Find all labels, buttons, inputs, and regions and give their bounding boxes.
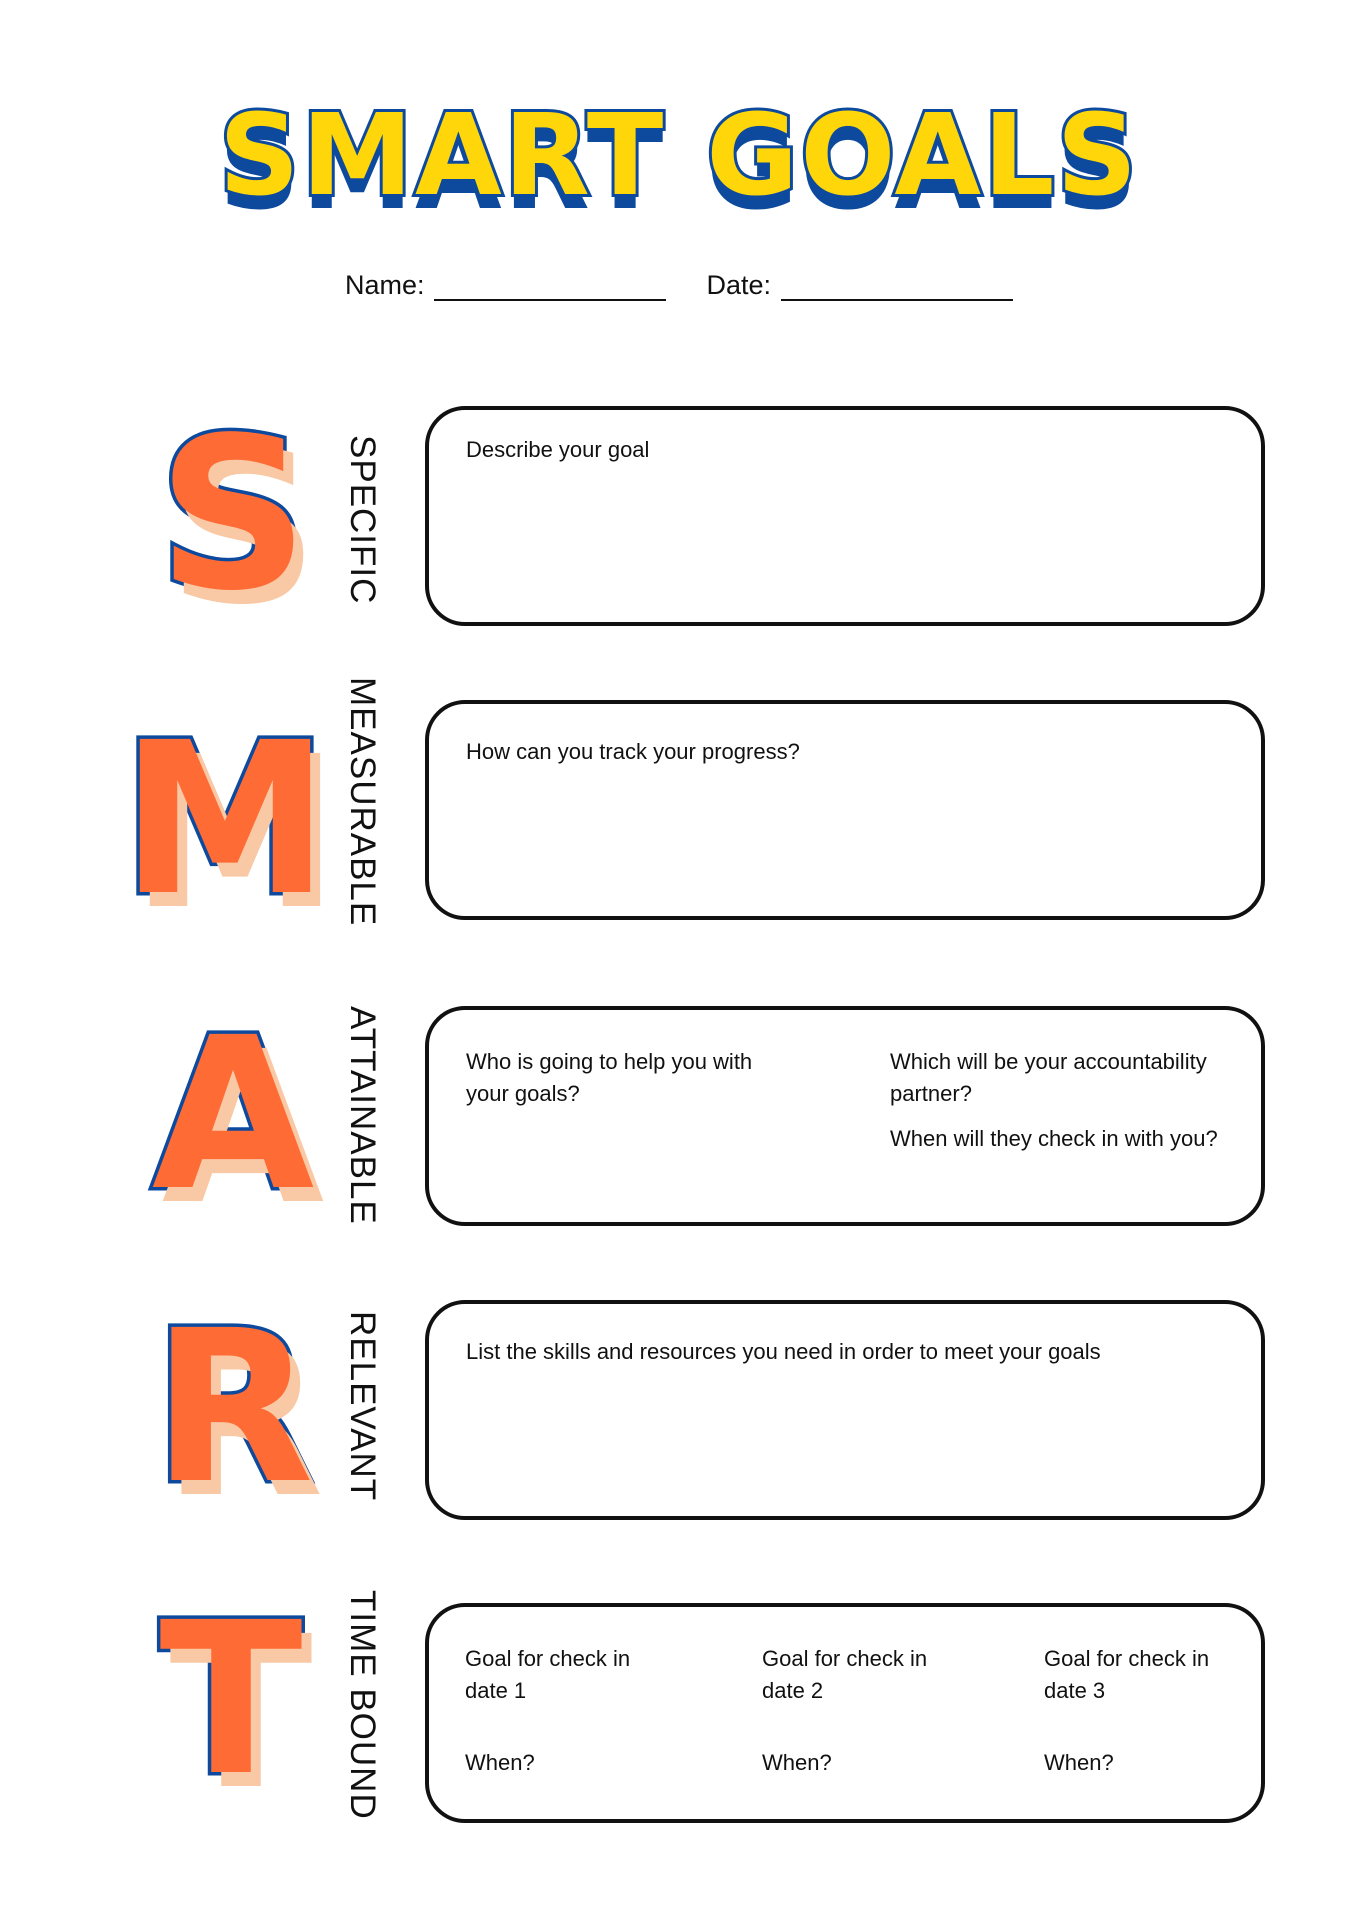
time-bound-box[interactable]: [425, 1603, 1265, 1823]
relevant-prompt: List the skills and resources you need in order to meet your goals: [466, 1339, 1101, 1364]
measurable-prompt: How can you track your progress?: [466, 739, 800, 764]
section-label-measurable: MEASURABLE: [343, 677, 382, 927]
measurable-box[interactable]: [425, 700, 1265, 920]
letter-m: M: [120, 697, 330, 942]
relevant-box[interactable]: [425, 1300, 1265, 1520]
checkin-goal-2: Goal for check in date 2: [762, 1646, 928, 1703]
checkin-when-1: When?: [465, 1750, 535, 1775]
checkin-when-3: When?: [1044, 1750, 1114, 1775]
attainable-prompt-left: Who is going to help you with your goals?: [466, 1049, 753, 1106]
name-label: Name:: [344, 270, 425, 300]
name-blank-line[interactable]: [434, 271, 666, 301]
section-label-specific: SPECIFIC: [343, 435, 382, 605]
name-date-row: [0, 270, 1358, 301]
attainable-prompt-right-2: When will they check in with you?: [890, 1126, 1218, 1151]
section-label-attainable: ATTAINABLE: [343, 1005, 382, 1225]
attainable-box[interactable]: [425, 1006, 1265, 1226]
letter-r: R: [152, 1285, 314, 1530]
letter-s: S: [157, 392, 309, 637]
section-label-time-bound: TIME BOUND: [343, 1590, 382, 1820]
name-field: [345, 270, 667, 301]
section-label-relevant: RELEVANT: [343, 1310, 382, 1502]
date-blank-line[interactable]: [781, 271, 1013, 301]
date-label: Date:: [706, 270, 772, 300]
date-field: [706, 270, 1013, 301]
checkin-when-2: When?: [762, 1750, 832, 1775]
checkin-goal-3: Goal for check in date 3: [1044, 1646, 1210, 1703]
letter-t: T: [159, 1577, 303, 1822]
specific-prompt: Describe your goal: [466, 437, 650, 462]
checkin-goal-1: Goal for check in date 1: [465, 1646, 631, 1703]
attainable-prompt-right: Which will be your accountability partner?: [890, 1049, 1207, 1106]
specific-box[interactable]: [425, 406, 1265, 626]
letter-a: A: [151, 992, 315, 1237]
page-title: SMART GOALS: [218, 91, 1140, 221]
